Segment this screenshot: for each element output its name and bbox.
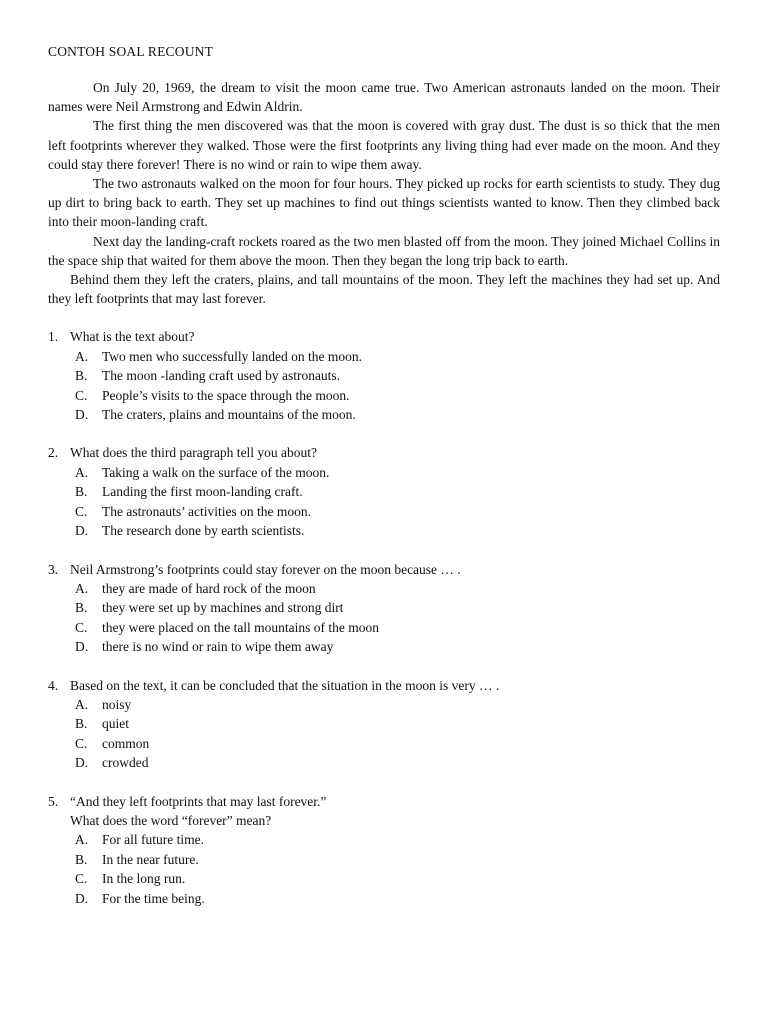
answer-option — [75, 598, 720, 617]
answer-options — [48, 579, 720, 657]
question-list — [48, 327, 720, 908]
option-text: noisy — [102, 696, 132, 712]
option-letter: C. — [75, 387, 88, 403]
passage-paragraph: Behind them they left the craters, plains, and tall mountains of the moon. They left the machines they had set up. And they left footprints that may last forever. — [48, 272, 720, 307]
answer-option — [75, 502, 720, 521]
document-title: CONTOH SOAL RECOUNT — [48, 44, 214, 59]
answer-option — [75, 850, 720, 869]
answer-options — [48, 830, 720, 908]
passage-paragraph: The two astronauts walked on the moon for four hours. They picked up rocks for earth scientists to study. They dug up dirt to bring back to earth. They set up machines to find out things scientists wanted to know. Then they climbed back into their moon-landing craft. — [48, 176, 720, 230]
question-item — [48, 443, 720, 540]
option-letter: C. — [75, 619, 88, 635]
option-text: they were placed on the tall mountains of the moon — [102, 619, 380, 635]
option-text: For all future time. — [102, 832, 204, 848]
question-item — [48, 560, 720, 657]
option-letter: C. — [75, 503, 88, 519]
answer-option — [75, 405, 720, 424]
option-text: there is no wind or rain to wipe them away — [102, 639, 334, 655]
option-text: The moon -landing craft used by astronauts. — [102, 368, 341, 384]
answer-option — [75, 579, 720, 598]
option-text: they were set up by machines and strong dirt — [102, 600, 344, 616]
answer-option — [75, 889, 720, 908]
question-number: 2. — [48, 445, 59, 461]
answer-option — [75, 618, 720, 637]
option-letter: B. — [75, 484, 88, 500]
answer-options — [48, 463, 720, 541]
question-number: 5. — [48, 793, 59, 809]
answer-option — [75, 366, 720, 385]
answer-options — [48, 695, 720, 773]
option-text: The astronauts’ activities on the moon. — [102, 503, 311, 519]
option-letter: A. — [75, 348, 89, 364]
answer-option — [75, 347, 720, 366]
option-letter: A. — [75, 832, 89, 848]
option-text: Taking a walk on the surface of the moon. — [102, 464, 330, 480]
option-text: In the near future. — [102, 851, 199, 867]
question-text: What does the third paragraph tell you about? — [70, 445, 318, 461]
option-letter: C. — [75, 871, 88, 887]
option-text: In the long run. — [102, 871, 186, 887]
question-text: Based on the text, it can be concluded that the situation in the moon is very … . — [70, 677, 500, 693]
option-text: quiet — [102, 716, 129, 732]
option-letter: D. — [75, 890, 89, 906]
option-letter: B. — [75, 368, 88, 384]
option-letter: A. — [75, 580, 89, 596]
option-text: they are made of hard rock of the moon — [102, 580, 316, 596]
option-letter: D. — [75, 407, 89, 423]
option-text: People’s visits to the space through the moon. — [102, 387, 350, 403]
option-text: The research done by earth scientists. — [102, 523, 305, 539]
question-item — [48, 792, 720, 908]
option-text: Two men who successfully landed on the moon. — [102, 348, 363, 364]
question-number: 3. — [48, 561, 59, 577]
option-letter: D. — [75, 639, 89, 655]
answer-option — [75, 734, 720, 753]
option-text: Landing the first moon-landing craft. — [102, 484, 303, 500]
question-number: 1. — [48, 329, 59, 345]
answer-option — [75, 869, 720, 888]
answer-options — [48, 347, 720, 425]
answer-option — [75, 521, 720, 540]
reading-passage — [48, 78, 720, 308]
question-item — [48, 676, 720, 773]
option-letter: C. — [75, 735, 88, 751]
option-letter: B. — [75, 716, 88, 732]
passage-paragraph: The first thing the men discovered was that the moon is covered with gray dust. The dust is so thick that the men left footprints wherever they walked. Those were the first footprints any living thing had ever made on the moon. And they could stay there forever! There is no wind or rain to wipe them away. — [48, 118, 720, 172]
answer-option — [75, 637, 720, 656]
passage-paragraph: On July 20, 1969, the dream to visit the moon came true. Two American astronauts landed on the moon. Their names were Neil Armstrong and Edwin Aldrin. — [48, 80, 720, 115]
answer-option — [75, 714, 720, 733]
question-text: What is the text about? — [70, 329, 195, 345]
answer-option — [75, 463, 720, 482]
question-item — [48, 327, 720, 424]
option-letter: A. — [75, 464, 89, 480]
option-text: For the time being. — [102, 890, 205, 906]
question-text: Neil Armstrong’s footprints could stay forever on the moon because … . — [70, 561, 461, 577]
answer-option — [75, 830, 720, 849]
option-text: common — [102, 735, 150, 751]
option-letter: B. — [75, 600, 88, 616]
option-letter: B. — [75, 851, 88, 867]
option-text: The craters, plains and mountains of the moon. — [102, 407, 356, 423]
question-number: 4. — [48, 677, 59, 693]
answer-option — [75, 482, 720, 501]
answer-option — [75, 753, 720, 772]
option-letter: D. — [75, 755, 89, 771]
passage-paragraph: Next day the landing-craft rockets roared as the two men blasted off from the moon. They joined Michael Collins in the space ship that waited for them above the moon. Then they began the long trip back to earth. — [48, 233, 720, 268]
option-letter: A. — [75, 696, 89, 712]
option-letter: D. — [75, 523, 89, 539]
question-text: “And they left footprints that may last forever.” — [70, 793, 327, 809]
answer-option — [75, 386, 720, 405]
question-subtext: What does the word “forever” mean? — [70, 812, 272, 828]
answer-option — [75, 695, 720, 714]
option-text: crowded — [102, 755, 149, 771]
